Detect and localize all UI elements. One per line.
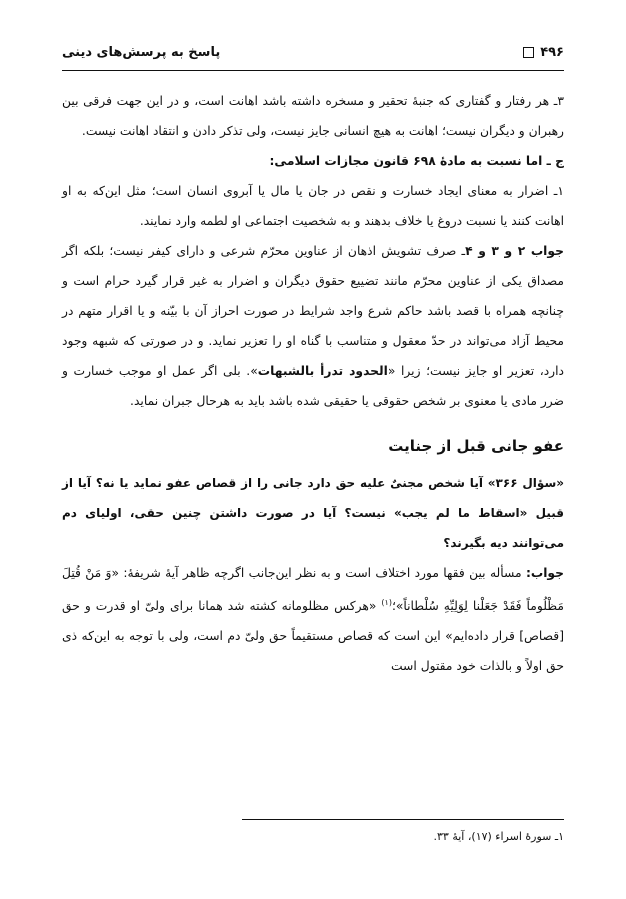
answer-text-2: «هرکس مظلومانه کشته شد همانا برای ولیّ او قدرت و حق [قصاص] قرار داده‌ایم» این است که قصاص مستقیماً حق ولیّ دم است، ولی با توجه به این‌که ذی حق اولاً و بالذات خود مقتول است (62, 599, 564, 674)
paragraph-3 (62, 236, 564, 416)
page-number-group (523, 45, 564, 60)
paragraph-3-text-2: ». بلی اگر عمل او موجب خسارت و ضرر مادی یا معنوی بر شخص حقوقی یا حقیقی شده باشد باید به هرحال جبران نماید. (62, 364, 564, 408)
paragraph-3-text-1: ـ صرف تشویش اذهان از عناوین محرّم شرعی و دارای کیفر نیست؛ بلکه اگر مصداق یکی از عناوین محرّم مانند تضییع حقوق دیگران و اضرار به غیر قرار گیرد حرام است و چنانچه همراه با قصد باشد حاکم شرع واجد شرایط در صورت احراز آن با بیّنه و یا اقرار متهم در محیط آزاد می‌تواند در حدّ معقول و متناسب با گناه او را تعزیر نماید. و در صورتی که شبهه وجود دارد، تعزیر او جایز نیست؛ زیرا « (62, 244, 565, 378)
answer-label: جواب: (525, 566, 564, 580)
footnote-divider (242, 819, 564, 820)
subheading: ج ـ اما نسبت به مادهٔ ۶۹۸ قانون مجازات اسلامی: (269, 154, 564, 168)
page-number: ۴۹۶ (540, 44, 564, 60)
paragraph-1: ۳ـ هر رفتار و گفتاری که جنبهٔ تحقیر و مسخره داشته باشد اهانت است، و در این جهت فرقی بین رهبران و دیگران نیست؛ اهانت به هیچ انسانی جایز نیست، ولی تذکر دادن و انتقاد اهانت نیست. (62, 94, 564, 138)
square-icon (523, 47, 534, 58)
footnote-ref: (۱) (381, 598, 392, 607)
page-body (62, 86, 564, 681)
answer-paragraph (62, 558, 564, 681)
quoted-maxim: الحدود تدرأ بالشبهات (257, 364, 388, 378)
answer-text-1: مسأله بین فقها مورد اختلاف است و به نظر این‌جانب اگرچه ظاهر آیهٔ شریفهٔ: «وَ مَنْ قُتِلَ مَظْلُوماً فَقَدْ جَعَلْنا لِوَلِيِّهِ سُلْطاناً»؛ (62, 566, 564, 614)
running-title: پاسخ به پرسش‌های دینی (62, 44, 221, 60)
answer-lead: جواب ۲ و ۳ و ۴ (465, 244, 564, 258)
footnote: ۱ـ سورهٔ اسراء (۱۷)، آیهٔ ۳۳. (433, 830, 564, 843)
section-title: عفو جانی قبل از جنایت (388, 437, 564, 455)
header-divider (62, 70, 564, 71)
running-header (62, 38, 564, 66)
question-366: «سؤال ۳۶۶» آیا شخص مجنیٌ علیه حق دارد جانی را از قصاص عفو نماید یا نه؟ آیا از قبیل «اسقاط ما لم یجب» نیست؟ آیا در صورت داشتن چنین حقی، اولیای دم می‌توانند دیه بگیرند؟ (62, 476, 564, 550)
paragraph-2: ۱ـ اضرار به معنای ایجاد خسارت و نقص در جان یا مال یا آبروی انسان است؛ مثل این‌که به او اهانت کنند یا نسبت دروغ یا خلاف بدهند و به شخصیت اجتماعی او لطمه وارد نمایند. (62, 184, 564, 228)
